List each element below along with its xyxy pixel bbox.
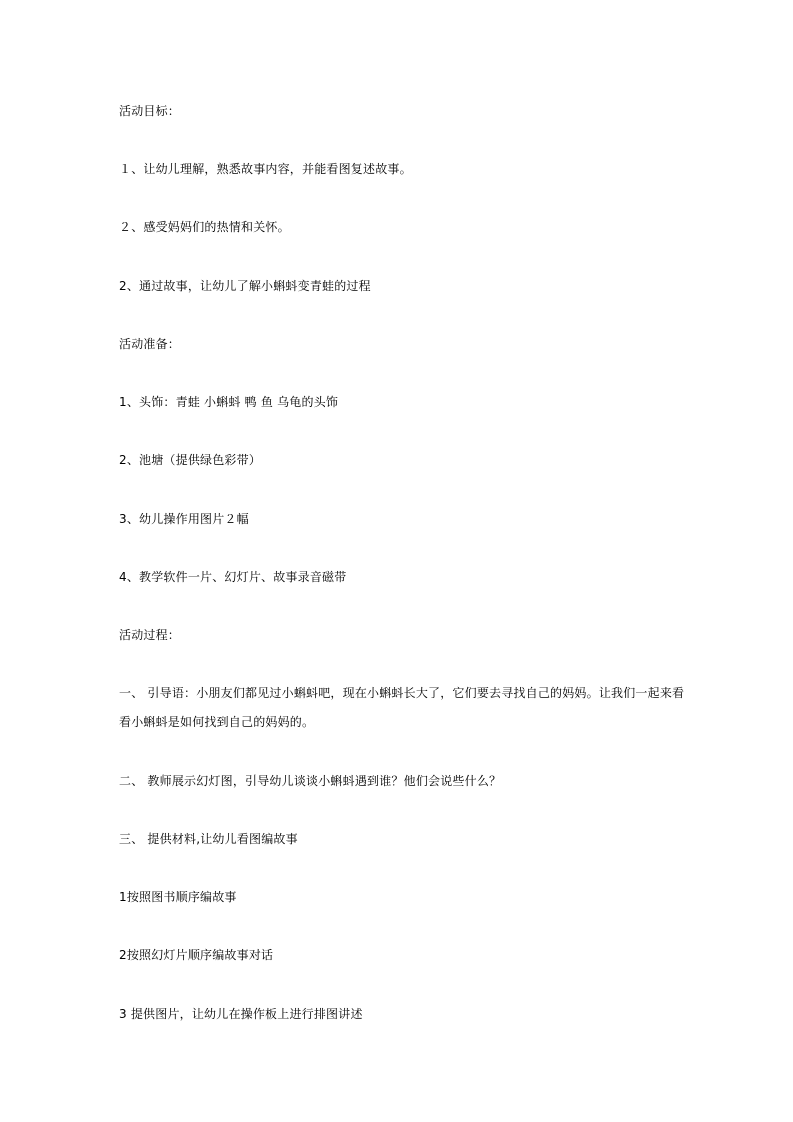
goal-item-3: 2、通过故事，让幼儿了解小蝌蚪变青蛙的过程 bbox=[119, 279, 371, 293]
section-heading-preparation: 活动准备： bbox=[119, 337, 181, 351]
process-step-3: 三、 提供材料,让幼儿看图编故事 bbox=[119, 832, 298, 846]
goal-item-1: １、让幼儿理解，熟悉故事内容，并能看图复述故事。 bbox=[119, 162, 412, 176]
process-step-1-continued: 看小蝌蚪是如何找到自己的妈妈的。 bbox=[119, 715, 315, 729]
preparation-item-4: 4、教学软件一片、幻灯片、故事录音磁带 bbox=[119, 570, 347, 584]
section-heading-process: 活动过程： bbox=[119, 628, 181, 642]
preparation-item-2: 2、池塘（提供绿色彩带） bbox=[119, 453, 262, 467]
section-heading-goals: 活动目标： bbox=[119, 104, 181, 118]
goal-item-2: ２、感受妈妈们的热情和关怀。 bbox=[119, 220, 290, 234]
preparation-item-1: 1、头饰：青蛙 小蝌蚪 鸭 鱼 乌龟的头饰 bbox=[119, 395, 339, 409]
process-step-2: 二、 教师展示幻灯图，引导幼儿谈谈小蝌蚪遇到谁？他们会说些什么？ bbox=[119, 774, 502, 788]
process-step-1: 一、 引导语：小朋友们都见过小蝌蚪吧，现在小蝌蚪长大了，它们要去寻找自己的妈妈。让我们一起来看 bbox=[119, 686, 685, 700]
preparation-item-3: 3、幼儿操作用图片２幅 bbox=[119, 512, 249, 526]
process-substep-2: 2按照幻灯片顺序编故事对话 bbox=[119, 948, 274, 962]
process-substep-3: 3 提供图片，让幼儿在操作板上进行排图讲述 bbox=[119, 1007, 363, 1021]
process-substep-1: 1按照图书顺序编故事 bbox=[119, 890, 237, 904]
